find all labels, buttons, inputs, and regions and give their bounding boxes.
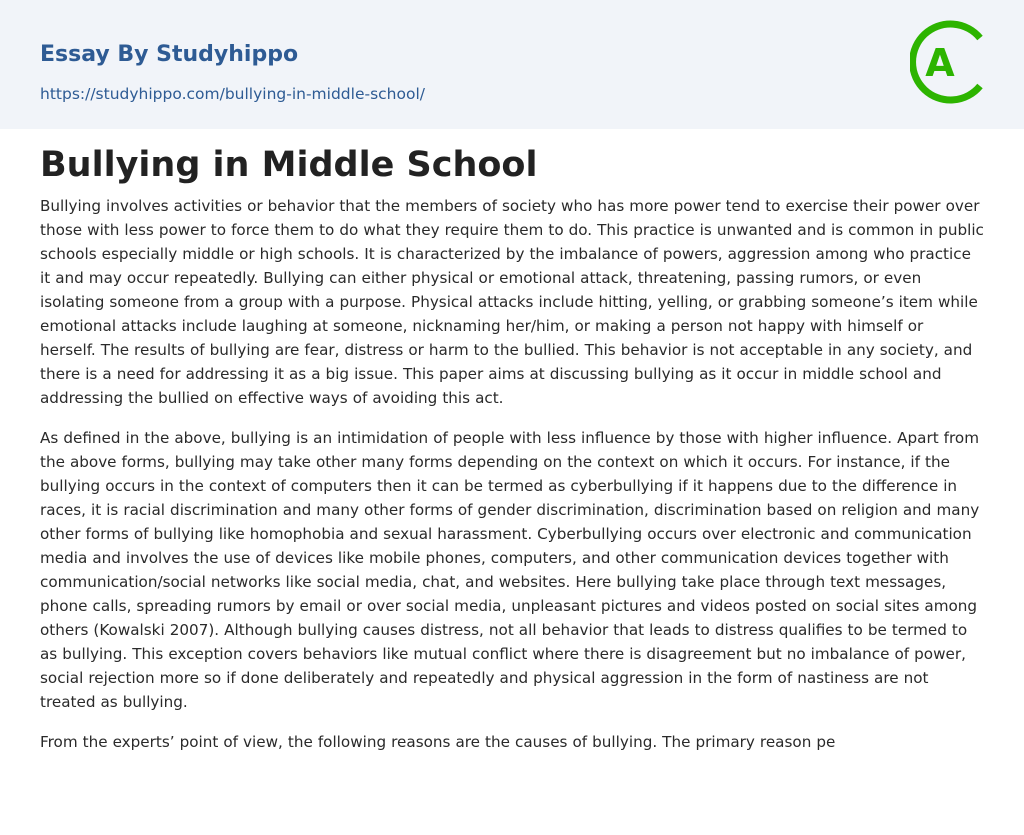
article-body: [40, 194, 984, 770]
page-url-link[interactable]: https://studyhippo.com/bullying-in-middle-school/: [40, 85, 425, 103]
brand-title[interactable]: Essay By Studyhippo: [40, 42, 299, 67]
site-header: [0, 0, 1024, 129]
paragraph-1: Bullying involves activities or behavior that the members of society who has more power tend to exercise their power over those with less power to force them to do what they require them to do. This practice is unwanted and is common in public schools especially middle or high schools. It is characterized by the imbalance of powers, aggression among who practice it and may occur repeatedly. Bullying can either physical or emotional attack, threatening, passing rumors, or even isolating someone from a group with a purpose. Physical attacks include hitting, yelling, or grabbing someone’s item while emotional attacks include laughing at someone, nicknaming her/him, or making a person not happy with himself or herself. The results of bullying are fear, distress or harm to the bullied. This behavior is not acceptable in any society, and there is a need for addressing it as a big issue. This paper aims at discussing bullying as it occur in middle school and addressing the bullied on effective ways of avoiding this act.: [40, 197, 984, 407]
logo-letter: A: [925, 41, 955, 85]
paragraph-2: As defined in the above, bullying is an intimidation of people with less influence by those with higher influence. Apart from the above forms, bullying may take other many forms depending on the context on which it occurs. For instance, if the bullying occurs in the context of computers then it can be termed as cyberbullying if it happens due to the difference in races, it is racial discrimination and many other forms of gender discrimination, discrimination based on religion and many other forms of bullying like homophobia and sexual harassment. Cyberbullying occurs over electronic and communication media and involves the use of devices like mobile phones, computers, and other communication devices together with communication/social networks like social media, chat, and websites. Here bullying take place through text messages, phone calls, spreading rumors by email or over social media, unpleasant pictures and videos posted on social sites among others (Kowalski 2007). Although bullying causes distress, not all behavior that leads to distress qualifies to be termed to as bullying. This exception covers behaviors like mutual conflict where there is disagreement but no imbalance of power, social rejection more so if done deliberately and repeatedly and physical aggression in the form of nastiness are not treated as bullying.: [40, 429, 980, 711]
paragraph-3: From the experts’ point of view, the following reasons are the causes of bullying. The primary reason pe: [40, 733, 836, 751]
studyhippo-logo-icon[interactable]: [910, 18, 988, 106]
article-title: Bullying in Middle School: [40, 145, 538, 185]
